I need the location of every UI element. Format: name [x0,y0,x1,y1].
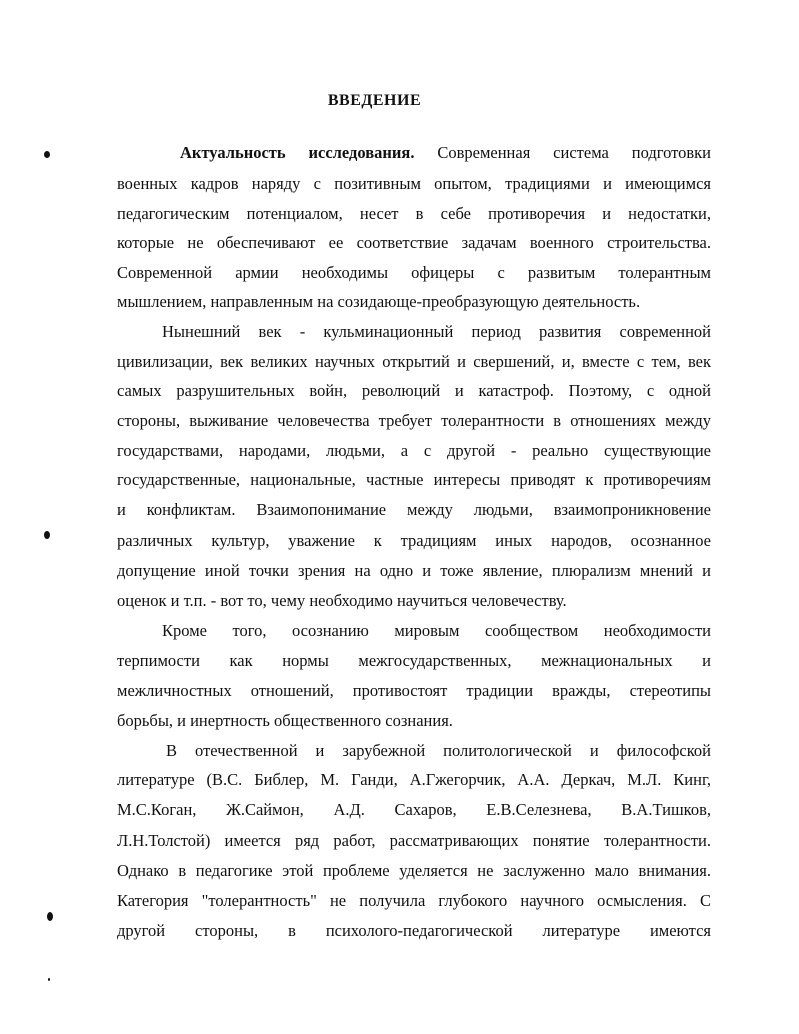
scan-speck [44,151,50,158]
paragraph-line: различных культур, уважение к традициям иных народов, осознанное [117,531,711,550]
paragraph-line: межличностных отношений, противостоят традиции вражды, стереотипы [117,681,711,700]
paragraph-line: Категория "толерантность" не получила глубокого научного осмысления. С [117,891,711,910]
scan-speck [48,978,50,981]
page-title: ВВЕДЕНИЕ [327,92,422,109]
paragraph-line: Однако в педагогике этой проблеме уделяется не заслуженно мало внимания. [117,861,711,880]
paragraph-line: терпимости как нормы межгосударственных, межнациональных и [117,651,711,670]
lead-bold: Актуальность исследования. [180,143,415,162]
paragraph-line: которые не обеспечивают ее соответствие задачам военного строительства. [117,233,711,252]
scan-speck [47,912,53,921]
paragraph-line: литературе (В.С. Библер, М. Ганди, А.Гжегорчик, А.А. Деркач, М.Л. Кинг, [117,770,711,789]
paragraph-line: самых разрушительных войн, революций и катастроф. Поэтому, с одной [117,381,711,400]
paragraph-line: государствами, народами, людьми, а с другой - реально существующие [117,441,711,460]
paragraph-line: борьбы, и инертность общественного сознания. [117,711,453,730]
paragraph-line: другой стороны, в психолого-педагогической литературе имеются [117,921,711,940]
paragraph-line: Нынешний век - кульминационный период развития современной [162,322,711,341]
paragraph-line: цивилизации, век великих научных открытий и свершений, и, вместе с тем, век [117,352,711,371]
paragraph-line [180,143,711,163]
paragraph-line: стороны, выживание человечества требует толерантности в отношениях между [117,411,711,430]
line-text: Современная система подготовки [414,143,712,162]
paragraph-line: допущение иной точки зрения на одно и тоже явление, плюрализм мнений и [117,561,711,580]
paragraph-line: мышлением, направленным на созидающе-преобразующую деятельность. [117,292,641,311]
paragraph-line: государственные, национальные, частные интересы приводят к противоречиям [117,470,711,489]
paragraph-line: и конфликтам. Взаимопонимание между людьми, взаимопроникновение [117,500,711,519]
paragraph-line: Кроме того, осознанию мировым сообществом необходимости [162,621,711,640]
paragraph-line: В отечественной и зарубежной политологической и философской [166,741,711,760]
paragraph-line: Современной армии необходимы офицеры с развитым толерантным [117,263,711,282]
paragraph-line: М.С.Коган, Ж.Саймон, А.Д. Сахаров, Е.В.Селезнева, В.А.Тишков, [117,800,711,819]
paragraph-line: оценок и т.п. - вот то, чему необходимо научиться человечеству. [117,591,567,610]
scan-speck [44,531,50,539]
paragraph-line: военных кадров наряду с позитивным опытом, традициями и имеющимся [117,174,711,193]
paragraph-line: Л.Н.Толстой) имеется ряд работ, рассматривающих понятие толерантности. [117,831,711,850]
paragraph-line: педагогическим потенциалом, несет в себе противоречия и недостатки, [117,204,711,223]
